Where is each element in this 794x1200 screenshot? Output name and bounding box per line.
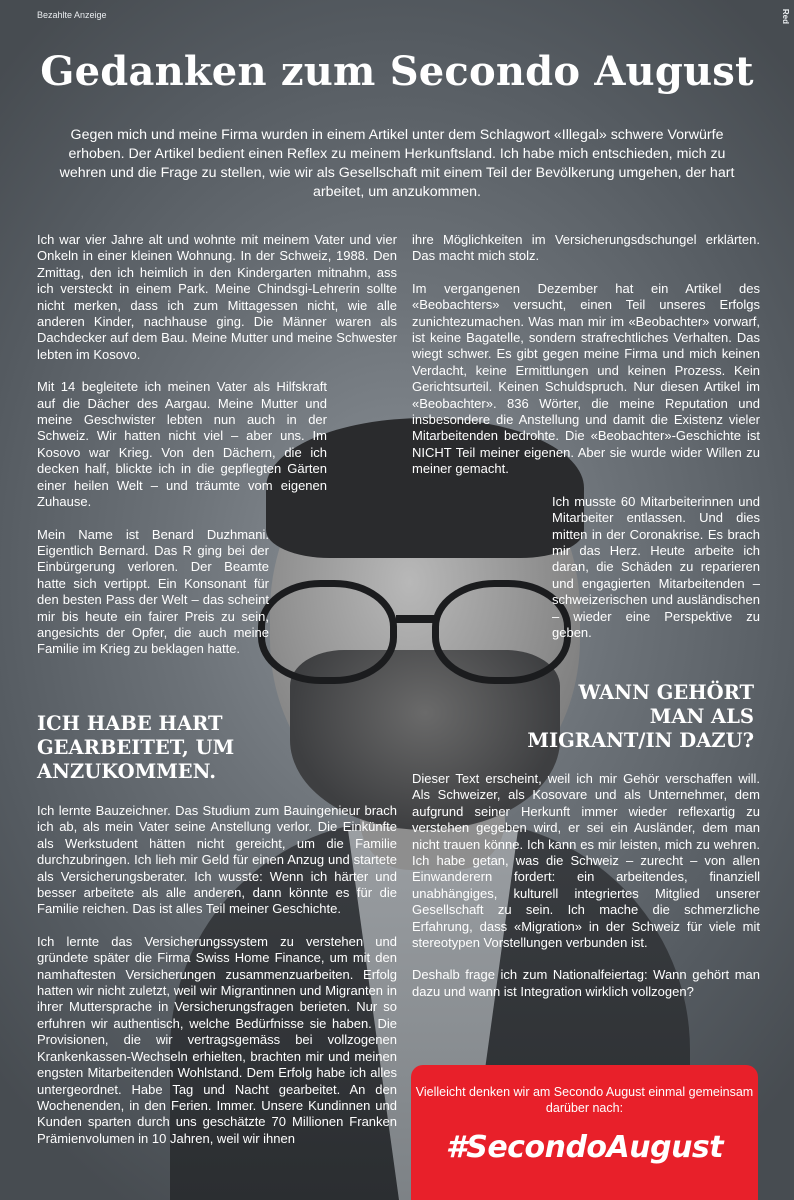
right-heading: WANN GEHÖRT MAN ALS MIGRANT/IN DAZU?	[527, 681, 754, 752]
ad-label: Bezahlte Anzeige	[37, 10, 107, 20]
right-paragraph-3: Ich musste 60 Mitarbeiterinnen und Mitarbeiter entlassen. Und dies mitten in der Coronakrise. Es brach mir das Herz. Heute arbeite ich daran, die Schäden zu reparieren und engagierten Mitarbeitenden – schweizerischen und ausländischen – wieder eine Perspektive zu geben.	[552, 493, 760, 640]
right-paragraph-5: Deshalb frage ich zum Nationalfeiertag: Wann gehört man dazu und wann ist Integration wirklich vollzogen?	[412, 967, 760, 999]
right-paragraph-1: ihre Möglichkeiten im Versicherungsdschungel erklärten. Das macht mich stolz.	[412, 232, 760, 264]
cta-text: Vielleicht denken wir am Secondo August einmal gemeinsam darüber nach:	[415, 1085, 754, 1115]
cta-hashtag: #SecondoAugust	[445, 1130, 724, 1165]
left-paragraph-2: Mit 14 begleitete ich meinen Vater als Hilfskraft auf die Dächer des Aargau. Meine Mutter und meine Geschwister lebten nun auch in der Schweiz. Wir hatten nicht viel – aber uns. Im Kosovo war Krieg. Von den Dächern, die ich decken half, blickte ich in die gepflegten Gärten einer heilen Welt – und träumte vom eigenen Zuhause.	[37, 379, 327, 510]
right-paragraph-4: Dieser Text erscheint, weil ich mir Gehör verschaffen will. Als Schweizer, als Kosovare und als Unternehmer, dem aufgrund seiner Herkunft immer wieder reflexartig zu verstehen gegeben wird, er sei ein Ausländer, dem man nicht trauen könne. Ich kann es mir leisten, mich zu wehren. Ich habe getan, was die Schweiz – zurecht – von allen Einwanderern fordert: ein arbeitendes, finanziell unabhängiges, kulturell integriertes Mitglied unserer Gesellschaft zu sein. Ich mache die schmerzliche Erfahrung, dass «Migration» in der Schweiz für viele mit stereotypen Vorstellungen verbunden ist.	[412, 771, 760, 951]
left-heading: ICH HABE HART GEARBEITET, UM ANZUKOMMEN.	[37, 712, 235, 783]
side-label: Red	[781, 8, 790, 24]
intro-text: Gegen mich und meine Firma wurden in einem Artikel unter dem Schlagwort «Illegal» schwere Vorwürfe erhoben. Der Artikel bedient einen Reflex zu meinem Herkunftsland. Ich habe mich entschieden, mich zu wehren und die Frage zu stellen, wie wir als Gesellschaft mit einem Teil der Bevölkerung umgehen, der hart arbeitet, um anzukommen.	[59, 127, 735, 200]
right-column-lower	[412, 771, 760, 1016]
page-title: Gedanken zum Secondo August	[40, 48, 754, 95]
right-paragraph-2: Im vergangenen Dezember hat ein Artikel des «Beobachters» versucht, einen Teil unseres Erfolgs zunichtezumachen. Was man mir im «Beobachter» vorwarf, ist keine Bagatelle, sondern strafrechtliches Verhalten. Das wiegt schwer. Es gibt gegen meine Firma und mich keinen Verdacht, keine Ermittlungen und keinen Prozess. Kein Gerichtsurteil. Keinen Schuldspruch. Nur diesen Artikel im «Beobachter». 836 Wörter, die meine Reputation und insbesondere die Anstellung und damit die Existenz vieler Mitarbeitenden bedrohte. Die «Beobachter»-Geschichte ist NICHT Teil meiner eigenen. Aber sie wurde wider Willen zu meiner gemacht.	[412, 280, 760, 477]
left-paragraph-5: Ich lernte das Versicherungssystem zu verstehen und gründete später die Firma Swiss Home Finance, um mit den namhaftesten Versicherungen zusammenzuarbeiten. Erfolg hatten wir nicht zuletzt, weil wir Migrantinnen und Migranten in ihrer Muttersprache in Versicherungsfragen berieten. Nur so erfuhren wir authentisch, welche Bedürfnisse sie haben. Die Provisionen, die wir vertragsgemäss bei vollzogenen Krankenkassen-Wechseln erhielten, brachten mir und meinen engsten Mitarbeitenden Wohlstand. Dem Erfolg habe ich alles untergeordnet. Habe Tag und Nacht gearbeitet. An den Wochenenden, in den Ferien. Immer. Unsere Kundinnen und Kunden sparten durch uns geschätzte 70 Millionen Franken Prämienvolumen in 10 Jahren, weil wir ihnen	[37, 933, 397, 1146]
cta-box	[411, 1065, 758, 1200]
right-column	[412, 232, 760, 657]
left-paragraph-1: Ich war vier Jahre alt und wohnte mit meinem Vater und vier Onkeln in einer kleinen Wohnung. In der Schweiz, 1988. Den Zmittag, den ich heimlich in den Kindergarten mitnahm, ass ich versteckt in einem Park. Meine Chindsgi-Lehrerin sollte nicht merken, dass ich zum Mittagessen nicht, wie alle anderen Kinder, nachhause ging. Die Männer waren als Dachdecker auf dem Bau. Meine Mutter und meine Schwester lebten im Kosovo.	[37, 232, 397, 362]
left-column	[37, 232, 397, 674]
left-paragraph-3: Mein Name ist Benard Duzhmani. Eigentlich Bernard. Das R ging bei der Einbürgerung verloren. Der Beamte hatte sich vertippt. Ein Konsonant für den besten Pass der Welt – das scheint mir bis heute ein fairer Preis zu sein, angesichts der Opfer, die auch meine Familie im Krieg zu beklagen hatte.	[37, 526, 269, 657]
left-column-lower	[37, 803, 397, 1163]
left-paragraph-4: Ich lernte Bauzeichner. Das Studium zum Bauingenieur brach ich ab, als mein Vater seine Anstellung verlor. Die Einkünfte als Werkstudent hätten nicht gereicht, um die Familie durchzubringen. Ich lieh mir Geld für einen Anzug und startete als Versicherungsberater. Ich wusste: Wenn ich härter und besser arbeitete als alle anderen, dann könnte es für die Familie reichen. Das ist alles Teil meiner Geschichte.	[37, 803, 397, 917]
